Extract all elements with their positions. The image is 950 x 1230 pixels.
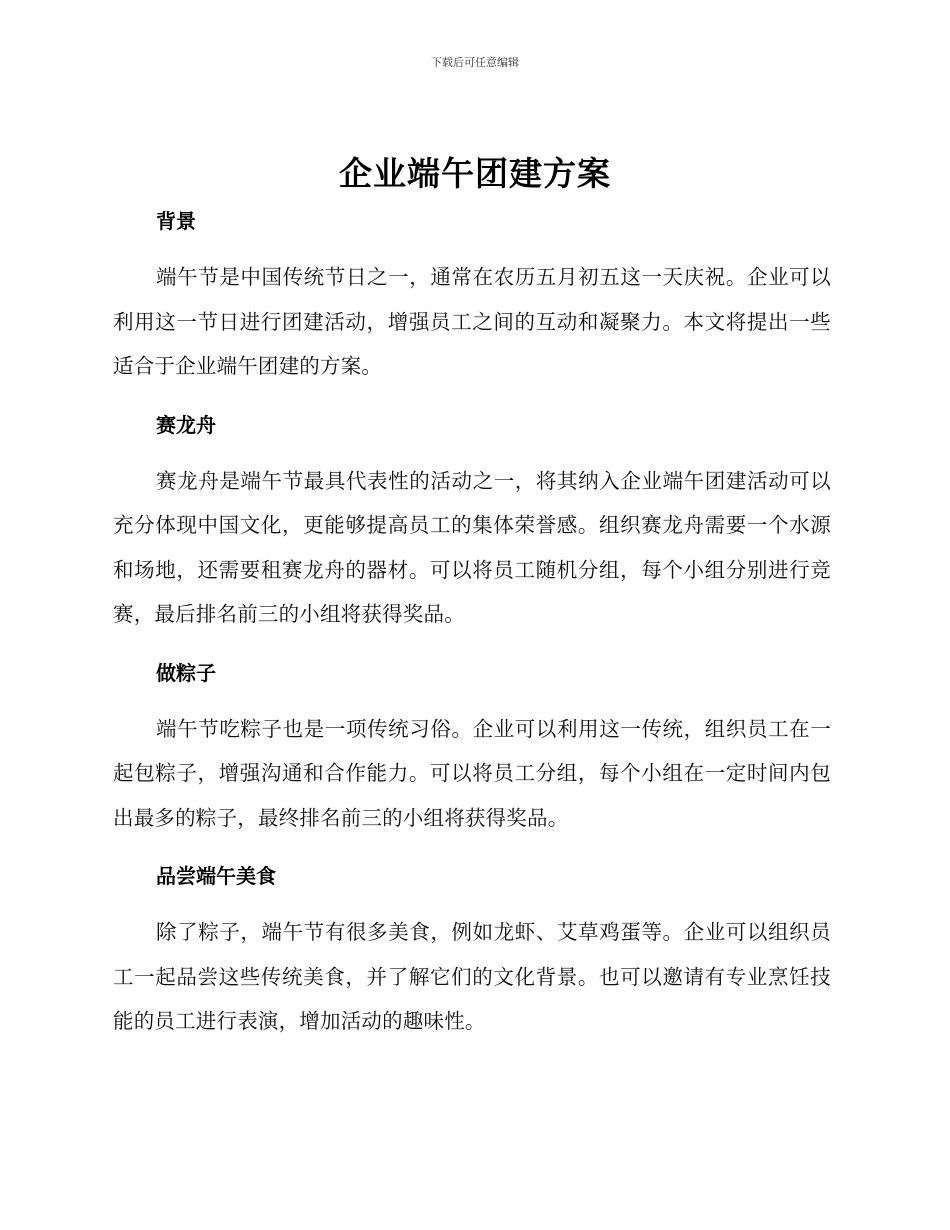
section-heading: 品尝端午美食 <box>156 864 276 888</box>
section-heading: 做粽子 <box>156 660 216 685</box>
section-paragraph: 端午节吃粽子也是一项传统习俗。企业可以利用这一传统，组织员工在一起包粽子，增强沟通和合作能力。可以将员工分组，每个小组在一定时间内包出最多的粽子，最终排名前三的小组将获得奖品。 <box>113 716 831 830</box>
document-body <box>113 203 831 1062</box>
section-heading: 赛龙舟 <box>156 412 216 437</box>
section-zongzi <box>113 655 831 841</box>
document-title: 企业端午团建方案 <box>339 154 611 193</box>
header-note: 下载后可任意编辑 <box>431 56 519 69</box>
section-paragraph: 除了粽子，端午节有很多美食，例如龙虾、艾草鸡蛋等。企业可以组织员工一起品尝这些传统美食，并了解它们的文化背景。也可以邀请有专业烹饪技能的员工进行表演，增加活动的趣味性。 <box>113 920 831 1033</box>
section-dragon-boat <box>113 407 831 637</box>
section-heading: 背景 <box>156 209 196 233</box>
section-paragraph: 端午节是中国传统节日之一，通常在农历五月初五这一天庆祝。企业可以利用这一节日进行团建活动，增强员工之间的互动和凝聚力。本文将提出一些适合于企业端午团建的方案。 <box>113 265 831 378</box>
section-food-tasting <box>113 858 831 1044</box>
section-paragraph: 赛龙舟是端午节最具代表性的活动之一，将其纳入企业端午团建活动可以充分体现中国文化，更能够提高员工的集体荣誉感。组织赛龙舟需要一个水源和场地，还需要租赛龙舟的器材。可以将员工随机分组，每个小组分别进行竞赛，最后排名前三的小组将获得奖品。 <box>113 468 831 626</box>
section-background <box>113 203 831 389</box>
